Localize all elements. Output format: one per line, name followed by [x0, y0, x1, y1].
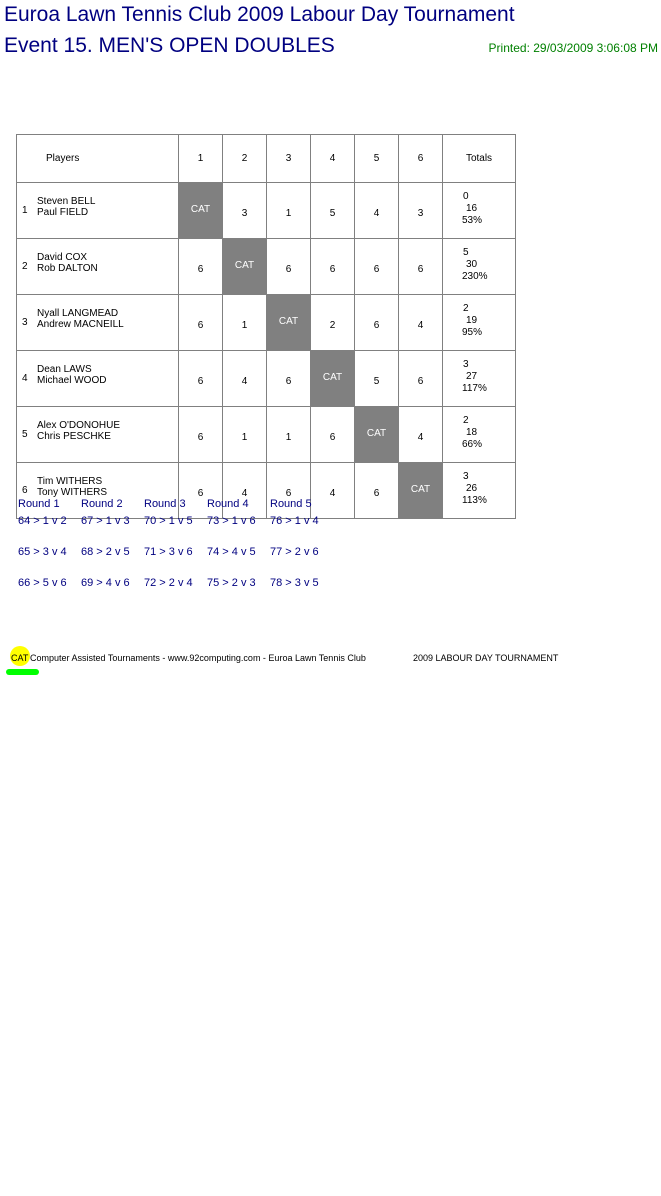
score-cell: 6	[179, 351, 223, 407]
match-item: 75 > 2 v 3	[207, 577, 256, 589]
total-percentage: 53%	[462, 215, 483, 226]
totals-cell	[443, 351, 516, 407]
total-games: 27	[466, 371, 478, 382]
player-row	[17, 295, 516, 351]
seed-number: 1	[22, 205, 28, 216]
match-item: 71 > 3 v 6	[144, 546, 193, 558]
player-name: Alex O'DONOHUE	[37, 420, 121, 431]
footer	[0, 645, 661, 685]
score-cell: 3	[399, 183, 443, 239]
players-header: Players	[17, 135, 179, 183]
score-cell: 6	[179, 407, 223, 463]
player-name: Tim WITHERS	[37, 476, 103, 487]
seed-number: 5	[22, 429, 28, 440]
col-header-4: 4	[311, 135, 355, 183]
player-name: Paul FIELD	[37, 207, 89, 218]
score-cell: 4	[223, 351, 267, 407]
event-title: Event 15. MEN'S OPEN DOUBLES	[4, 34, 335, 57]
seed-number: 2	[22, 261, 28, 272]
seed-number: 4	[22, 373, 28, 384]
col-header-6: 6	[399, 135, 443, 183]
score-cell: 6	[179, 239, 223, 295]
round-label: Round 2	[81, 498, 123, 510]
total-games: 26	[466, 483, 478, 494]
match-item: 70 > 1 v 5	[144, 515, 193, 527]
score-cell: 4	[223, 463, 267, 519]
player-cell	[17, 183, 179, 239]
total-percentage: 66%	[462, 439, 483, 450]
self-match-cell: CAT	[355, 407, 399, 463]
player-name: Andrew MACNEILL	[37, 319, 124, 330]
player-name: Chris PESCHKE	[37, 431, 111, 442]
totals-cell	[443, 295, 516, 351]
player-row	[17, 351, 516, 407]
score-cell: 6	[399, 351, 443, 407]
round-label: Round 5	[270, 498, 312, 510]
score-cell: 6	[179, 463, 223, 519]
match-item: 69 > 4 v 6	[81, 577, 130, 589]
round-robin-grid	[16, 134, 516, 519]
total-wins: 0	[463, 191, 469, 202]
footer-tournament: 2009 LABOUR DAY TOURNAMENT	[413, 653, 559, 663]
self-match-cell: CAT	[399, 463, 443, 519]
total-games: 19	[466, 315, 478, 326]
score-cell: 6	[267, 239, 311, 295]
totals-header: Totals	[443, 135, 516, 183]
seed-number: 6	[22, 485, 28, 496]
match-item: 67 > 1 v 3	[81, 515, 130, 527]
score-cell: 1	[267, 183, 311, 239]
player-name: Nyall LANGMEAD	[37, 308, 119, 319]
score-cell: 6	[355, 295, 399, 351]
match-item: 76 > 1 v 4	[270, 515, 319, 527]
score-cell: 5	[311, 183, 355, 239]
report-title: Euroa Lawn Tennis Club 2009 Labour Day Tournament	[4, 3, 515, 26]
round-label: Round 1	[18, 498, 60, 510]
player-name: Steven BELL	[37, 196, 96, 207]
total-games: 18	[466, 427, 478, 438]
totals-cell	[443, 407, 516, 463]
player-cell	[17, 407, 179, 463]
match-item: 72 > 2 v 4	[144, 577, 193, 589]
score-cell: 6	[399, 239, 443, 295]
total-percentage: 113%	[462, 495, 487, 506]
total-wins: 2	[463, 415, 469, 426]
player-name: Dean LAWS	[37, 364, 92, 375]
score-cell: 6	[355, 239, 399, 295]
score-cell: 3	[223, 183, 267, 239]
total-wins: 5	[463, 247, 469, 258]
footer-credit: Computer Assisted Tournaments - www.92computing.com - Euroa Lawn Tennis Club	[30, 653, 366, 663]
round-label: Round 3	[144, 498, 186, 510]
player-row	[17, 239, 516, 295]
seed-number: 3	[22, 317, 28, 328]
score-cell: 6	[179, 295, 223, 351]
total-percentage: 95%	[462, 327, 483, 338]
grid-header-row	[17, 135, 516, 183]
player-row	[17, 463, 516, 519]
self-match-cell: CAT	[267, 295, 311, 351]
logo-underline	[6, 669, 39, 675]
total-percentage: 117%	[462, 383, 487, 394]
score-cell: 4	[311, 463, 355, 519]
logo-label: CAT	[11, 653, 29, 663]
score-cell: 4	[355, 183, 399, 239]
match-item: 66 > 5 v 6	[18, 577, 67, 589]
match-item: 64 > 1 v 2	[18, 515, 67, 527]
score-cell: 5	[355, 351, 399, 407]
match-item: 68 > 2 v 5	[81, 546, 130, 558]
score-cell: 6	[311, 239, 355, 295]
player-row	[17, 183, 516, 239]
score-cell: 6	[355, 463, 399, 519]
total-games: 16	[466, 203, 478, 214]
score-cell: 6	[311, 407, 355, 463]
score-cell: 6	[267, 463, 311, 519]
player-row	[17, 407, 516, 463]
self-match-cell: CAT	[179, 183, 223, 239]
col-header-5: 5	[355, 135, 399, 183]
score-cell: 6	[267, 351, 311, 407]
col-header-3: 3	[267, 135, 311, 183]
total-percentage: 230%	[462, 271, 488, 282]
printed-timestamp: Printed: 29/03/2009 3:06:08 PM	[488, 41, 658, 55]
total-wins: 3	[463, 471, 469, 482]
score-cell: 4	[399, 295, 443, 351]
score-cell: 4	[399, 407, 443, 463]
score-cell: 1	[267, 407, 311, 463]
match-item: 77 > 2 v 6	[270, 546, 319, 558]
totals-cell	[443, 239, 516, 295]
player-cell	[17, 295, 179, 351]
match-item: 73 > 1 v 6	[207, 515, 256, 527]
player-cell	[17, 463, 179, 519]
score-cell: 1	[223, 407, 267, 463]
total-wins: 3	[463, 359, 469, 370]
total-games: 30	[466, 259, 478, 270]
self-match-cell: CAT	[223, 239, 267, 295]
player-name: Tony WITHERS	[37, 487, 108, 498]
player-cell	[17, 351, 179, 407]
match-item: 74 > 4 v 5	[207, 546, 256, 558]
player-name: Rob DALTON	[37, 263, 98, 274]
score-cell: 1	[223, 295, 267, 351]
player-cell	[17, 239, 179, 295]
player-name: Michael WOOD	[37, 375, 107, 386]
score-cell: 2	[311, 295, 355, 351]
total-wins: 2	[463, 303, 469, 314]
round-label: Round 4	[207, 498, 249, 510]
totals-cell	[443, 183, 516, 239]
match-item: 78 > 3 v 5	[270, 577, 319, 589]
col-header-1: 1	[179, 135, 223, 183]
totals-cell	[443, 463, 516, 519]
match-item: 65 > 3 v 4	[18, 546, 67, 558]
col-header-2: 2	[223, 135, 267, 183]
self-match-cell: CAT	[311, 351, 355, 407]
player-name: David COX	[37, 252, 88, 263]
